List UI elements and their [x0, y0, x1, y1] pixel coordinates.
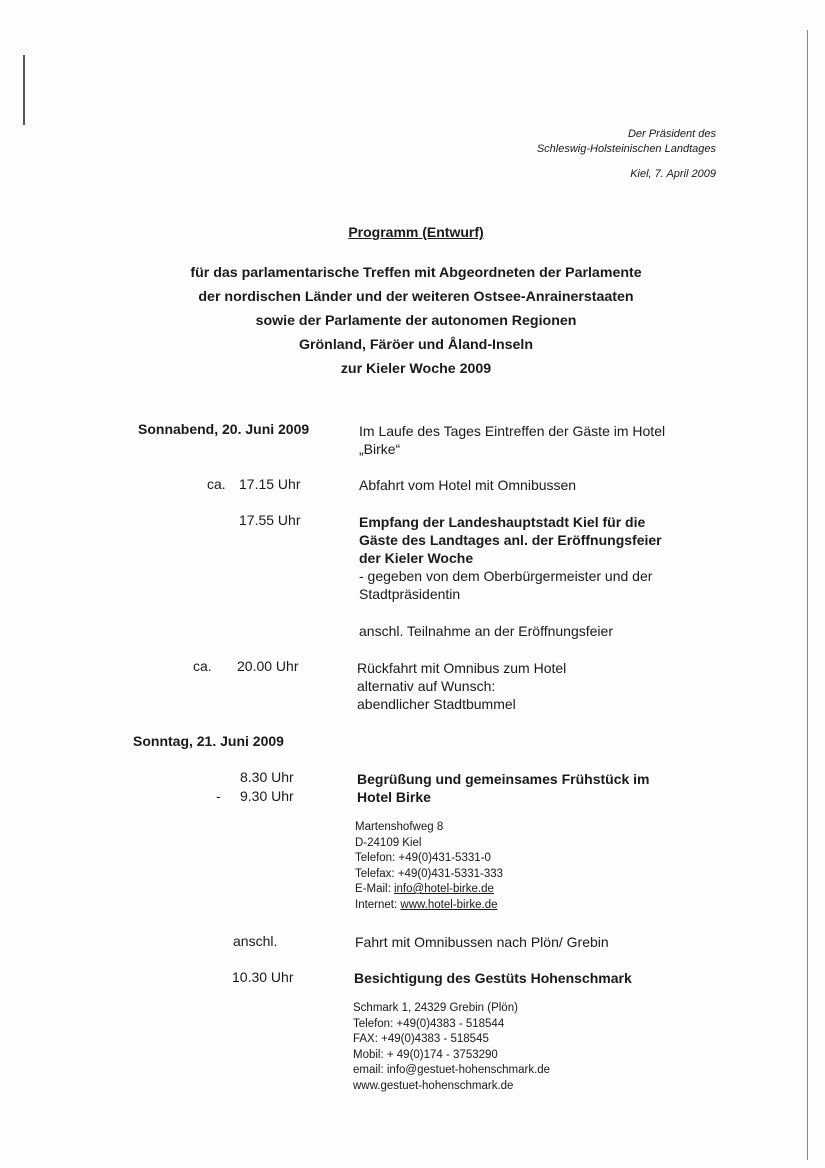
day2-e2-time: anschl. [233, 933, 278, 949]
subtitle-line: zur Kieler Woche 2009 [340, 361, 492, 377]
day1-e1-text: Abfahrt vom Hotel mit Omnibussen [359, 477, 577, 493]
subtitle-line: für das parlamentarische Treffen mit Abgeordneten der Parlamente [190, 265, 642, 281]
header-date: Kiel, 7. April 2009 [630, 168, 716, 180]
day1-e2-after: anschl. Teilnahme an der Eröffnungsfeier [359, 623, 613, 639]
day2-label: Sonntag, 21. Juni 2009 [133, 733, 284, 749]
subtitle-line: Grönland, Färöer und Åland-Inseln [298, 337, 534, 353]
page-title: Programm (Entwurf) [348, 224, 484, 240]
scan-edge-line-left [23, 55, 25, 125]
day1-e3-time: 20.00 Uhr [237, 658, 299, 674]
day1-arrival: Im Laufe des Tages Eintreffen der Gäste im Hotel „Birke“ [359, 423, 666, 457]
day2-e1-time2: 9.30 Uhr [240, 788, 294, 804]
day2-e3-text: Besichtigung des Gestüts Hohenschmark [354, 970, 632, 986]
day1-e2-text: Empfang der Landeshauptstadt Kiel für die Gäste des Landtages anl. der Eröffnungsfeier der Kieler Woche - gegeben von dem Oberbürgermeister und der Stadtpräsidentin [359, 514, 662, 602]
day2-e1-dash: - [216, 788, 221, 804]
header-line2: Schleswig-Holsteinischen Landtages [536, 143, 716, 155]
day1-e1-time: 17.15 Uhr [239, 476, 301, 492]
hotel-email-link[interactable]: info@hotel-birke.de [393, 883, 494, 895]
hotel-web-link[interactable]: www.hotel-birke.de [400, 898, 498, 911]
scan-edge-line-right [807, 30, 808, 1160]
day1-e2-time: 17.55 Uhr [239, 512, 301, 528]
day1-label: Sonnabend, 20. Juni 2009 [138, 421, 310, 437]
hotel-contact: Martenshofweg 8 D-24109 Kiel Telefon: +49(0)431-5331-0 Telefax: +49(0)431-5331-333 E-Mail: info@hotel-birke.de Internet: www.hotel-birke.de [355, 821, 504, 911]
subtitle-line: sowie der Parlamente der autonomen Regionen [255, 313, 577, 329]
day1-e3-prefix: ca. [193, 658, 212, 674]
day2-e1-text: Begrüßung und gemeinsames Frühstück im Hotel Birke [357, 771, 650, 805]
subtitle-block [0, 261, 825, 381]
day2-e1-time1: 8.30 Uhr [240, 769, 294, 785]
day2-e3-time: 10.30 Uhr [232, 969, 294, 985]
day1-e1-prefix: ca. [207, 476, 226, 492]
subtitle-line: der nordischen Länder und der weiteren Ostsee-Anrainerstaaten [198, 289, 634, 305]
header-line1: Der Präsident des [627, 128, 716, 140]
day2-e2-text: Fahrt mit Omnibussen nach Plön/ Grebin [355, 934, 609, 950]
day1-e3-text: Rückfahrt mit Omnibus zum Hotel alternativ auf Wunsch: abendlicher Stadtbummel [357, 660, 567, 712]
header-sender [537, 127, 716, 157]
stud-contact: Schmark 1, 24329 Grebin (Plön) Telefon: +49(0)4383 - 518544 FAX: +49(0)4383 - 518545 Mobil: + 49(0)174 - 3753290 email: info@gestuet-hohenschmark.de www.gestuet-hohenschmark.de [353, 1002, 551, 1092]
